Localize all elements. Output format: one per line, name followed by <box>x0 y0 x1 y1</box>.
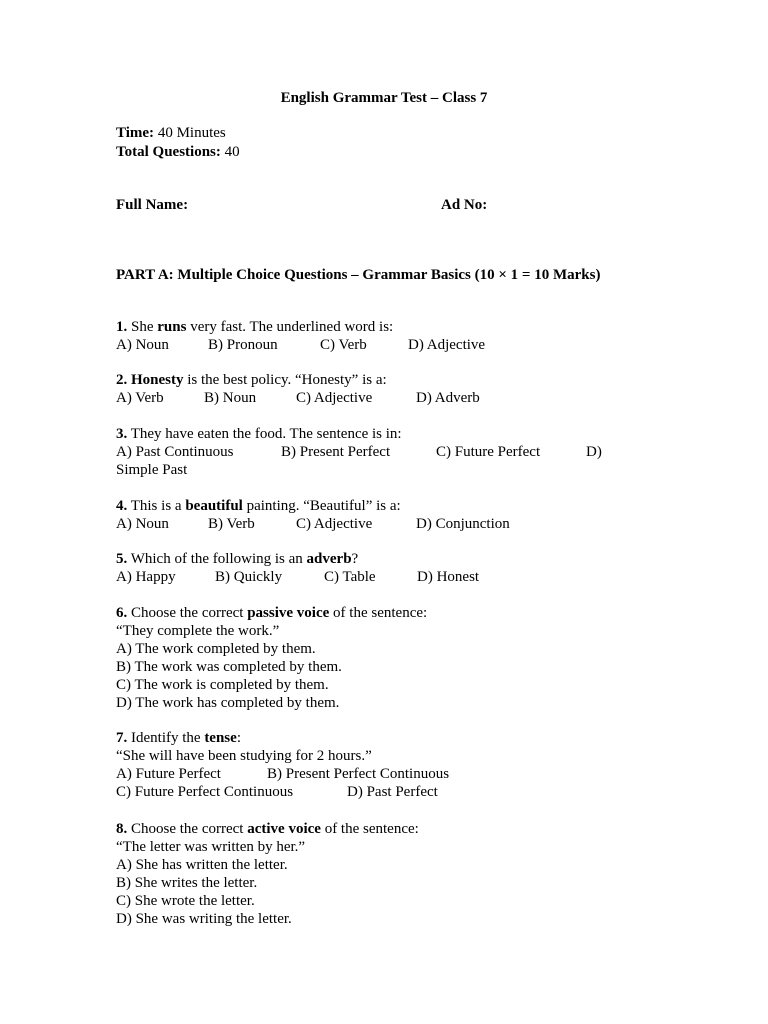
question-number: 6. <box>116 605 128 621</box>
options-row <box>116 336 616 354</box>
question-stem <box>116 820 616 838</box>
full-name-label: Full Name: <box>116 197 189 213</box>
option-d-continued: Simple Past <box>116 462 188 478</box>
question-5 <box>116 550 616 586</box>
stem-text: This is a <box>127 498 186 514</box>
question-number: 7. <box>116 730 128 746</box>
time-line <box>116 124 240 143</box>
total-questions-value: 40 <box>220 144 240 160</box>
option-a: A) Noun <box>116 516 169 532</box>
option-b: B) She writes the letter. <box>116 875 258 891</box>
question-stem <box>116 425 616 443</box>
stem-text: They have eaten the food. The sentence is in: <box>127 426 402 442</box>
ad-no-label: Ad No: <box>441 197 488 213</box>
question-quote: “She will have been studying for 2 hours.” <box>116 748 372 764</box>
question-stem <box>116 729 616 747</box>
stem-text: Identify the <box>127 730 205 746</box>
question-7 <box>116 729 616 801</box>
stem-text: of the sentence: <box>320 821 419 837</box>
option-a: A) Past Continuous <box>116 444 234 460</box>
stem-text: She <box>127 319 158 335</box>
stem-text: Choose the correct <box>127 821 248 837</box>
option-d: D) She was writing the letter. <box>116 911 292 927</box>
question-number: 5. <box>116 551 128 567</box>
option-a: A) Noun <box>116 337 169 353</box>
option-c: C) Verb <box>320 337 367 353</box>
option-b: B) Quickly <box>215 569 283 585</box>
options-row <box>116 765 616 783</box>
option-d: D) The work has completed by them. <box>116 695 340 711</box>
stem-keyword: active voice <box>247 821 321 837</box>
stem-text: is the best policy. “Honesty” is a: <box>183 372 387 388</box>
option-d: D) Past Perfect <box>347 784 438 800</box>
question-number: 1. <box>116 319 128 335</box>
option-a: A) She has written the letter. <box>116 857 288 873</box>
total-questions-label: Total Questions: <box>116 144 221 160</box>
stem-text: of the sentence: <box>329 605 428 621</box>
question-number: 2. <box>116 372 128 388</box>
option-b: B) Pronoun <box>208 337 278 353</box>
option-d: D) Adjective <box>408 337 486 353</box>
question-stem <box>116 318 616 336</box>
options-row <box>116 783 616 801</box>
stem-text: very fast. The underlined word is: <box>186 319 394 335</box>
question-4 <box>116 497 616 533</box>
question-stem <box>116 371 616 389</box>
question-stem <box>116 550 616 568</box>
option-d: D) Conjunction <box>416 516 510 532</box>
stem-text: painting. “Beautiful” is a: <box>242 498 401 514</box>
option-a: A) Happy <box>116 569 176 585</box>
stem-keyword: runs <box>157 319 187 335</box>
stem-text: ? <box>351 551 359 567</box>
question-2 <box>116 371 616 407</box>
option-c: C) Adjective <box>296 516 373 532</box>
option-c: C) Table <box>324 569 376 585</box>
option-c: C) Future Perfect Continuous <box>116 784 294 800</box>
option-a: A) Verb <box>116 390 164 406</box>
option-b: B) Present Perfect <box>281 444 391 460</box>
option-c: C) Future Perfect <box>436 444 541 460</box>
question-6 <box>116 604 616 712</box>
total-questions-line <box>116 143 240 162</box>
option-d: D) Honest <box>417 569 480 585</box>
question-3 <box>116 425 616 479</box>
test-meta <box>116 124 240 162</box>
option-a: A) The work completed by them. <box>116 641 316 657</box>
question-8 <box>116 820 616 928</box>
test-title: English Grammar Test – Class 7 <box>280 90 488 106</box>
part-a-heading: PART A: Multiple Choice Questions – Grammar Basics (10 × 1 = 10 Marks) <box>116 267 601 283</box>
time-value: 40 Minutes <box>154 125 226 141</box>
stem-keyword: beautiful <box>185 498 243 514</box>
options-row <box>116 515 616 533</box>
options-row <box>116 443 616 461</box>
question-1 <box>116 318 616 354</box>
question-quote: “The letter was written by her.” <box>116 839 306 855</box>
stem-keyword: Honesty <box>131 372 184 388</box>
options-row <box>116 568 616 586</box>
question-stem <box>116 497 616 515</box>
stem-keyword: adverb <box>306 551 352 567</box>
option-b: B) Noun <box>204 390 257 406</box>
stem-keyword: tense <box>204 730 237 746</box>
option-b: B) The work was completed by them. <box>116 659 342 675</box>
option-b: B) Verb <box>208 516 255 532</box>
stem-text: Choose the correct <box>127 605 248 621</box>
stem-text: Which of the following is an <box>127 551 307 567</box>
question-number: 3. <box>116 426 128 442</box>
stem-text: : <box>236 730 241 746</box>
question-stem <box>116 604 616 622</box>
option-d: D) <box>586 444 602 460</box>
option-c: C) Adjective <box>296 390 373 406</box>
student-info <box>116 196 636 215</box>
option-c: C) She wrote the letter. <box>116 893 255 909</box>
stem-keyword: passive voice <box>247 605 330 621</box>
option-a: A) Future Perfect <box>116 766 221 782</box>
options-row <box>116 389 616 407</box>
time-label: Time: <box>116 125 155 141</box>
option-b: B) Present Perfect Continuous <box>267 766 450 782</box>
question-number: 8. <box>116 821 128 837</box>
question-quote: “They complete the work.” <box>116 623 280 639</box>
option-c: C) The work is completed by them. <box>116 677 329 693</box>
question-number: 4. <box>116 498 128 514</box>
option-d: D) Adverb <box>416 390 480 406</box>
